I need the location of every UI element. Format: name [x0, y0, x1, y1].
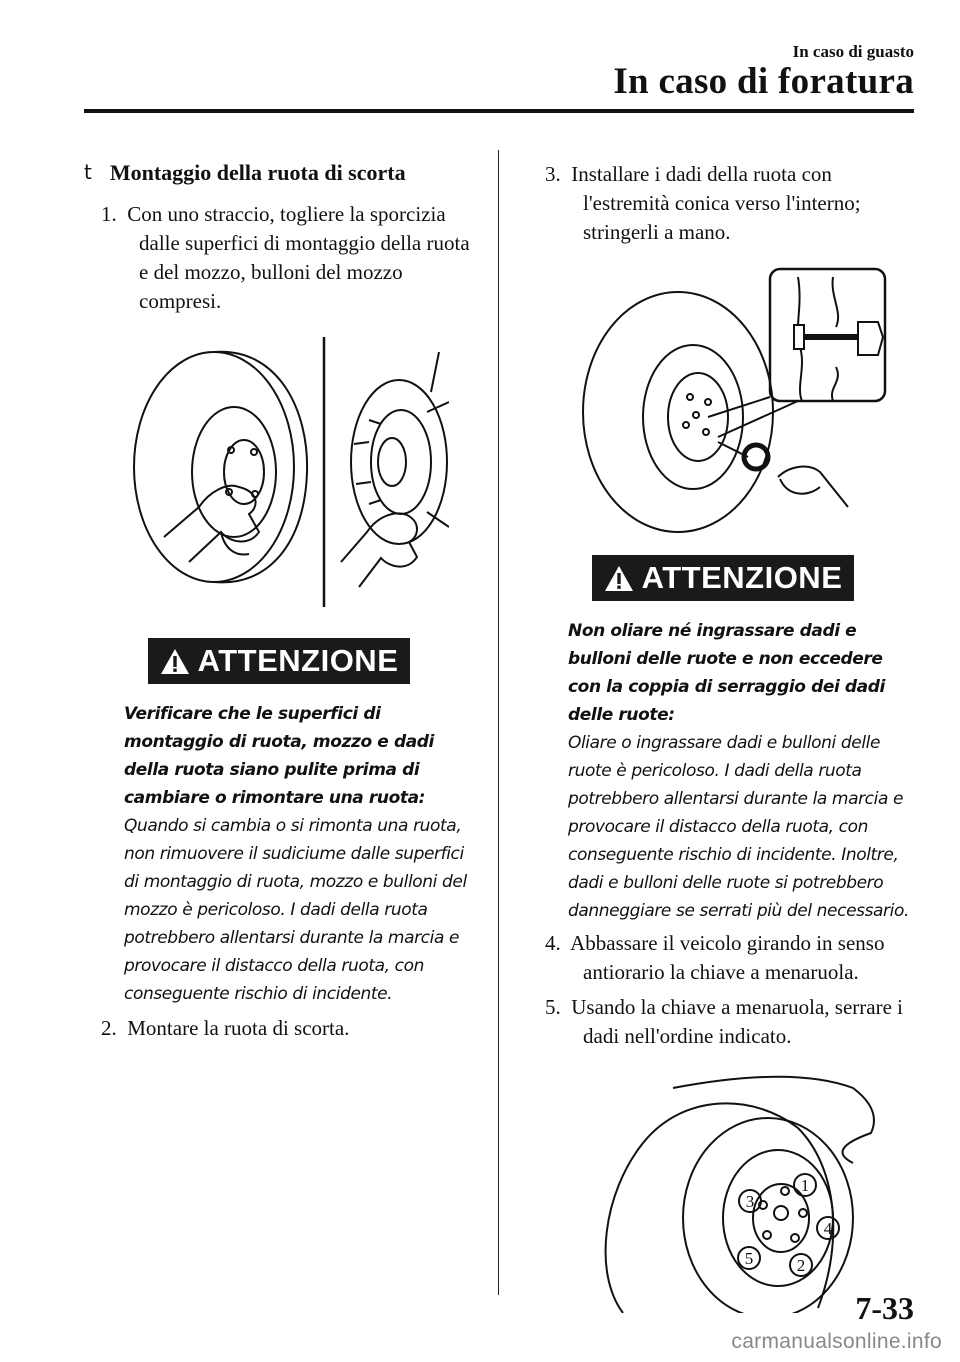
warning-body-text: Oliare o ingrassare dadi e bulloni delle ruote è pericoloso. I dadi della ruota potrebbero allentarsi durante la marcia e provocare il distacco della ruota, con conseguente rischio di incidente. Inoltre, dadi e bulloni delle ruote si potrebbero danneggiare se serrati più del necessario.	[568, 733, 909, 921]
step-number: 2.	[101, 1016, 117, 1040]
nut-order-4: 4	[823, 1219, 833, 1238]
cleaning-illustration	[109, 332, 449, 612]
step-text: Abbassare il veicolo girando in senso antiorario la chiave a menaruola.	[570, 931, 885, 984]
nut-order-2: 2	[796, 1256, 806, 1275]
warning-body-text: Quando si cambia o si rimonta una ruota, non rimuovere il sudiciume dalle superfici di montaggio di ruota, mozzo e bulloni del mozzo è pericoloso. I dadi della ruota potrebbero allentarsi durante la marcia e provocare il distacco della ruota, con conseguente rischio di incidente.	[124, 816, 467, 1004]
brake-disc	[351, 380, 447, 544]
column-divider	[498, 150, 499, 1295]
section-title-text: Montaggio della ruota di scorta	[109, 160, 406, 185]
section-bullet: t	[84, 160, 92, 184]
step-text: Montare la ruota di scorta.	[127, 1016, 350, 1040]
warning-bold-text: Non oliare né ingrassare dadi e bulloni delle ruote e non eccedere con la coppia di serraggio dei dadi delle ruote:	[568, 621, 885, 725]
warning-text	[528, 617, 918, 925]
lug-nut-detail	[858, 322, 883, 355]
hand-with-cloth-left	[164, 486, 259, 562]
wheel-diagram	[683, 1118, 853, 1313]
warning-triangle-icon	[604, 565, 634, 592]
right-column	[528, 160, 918, 1313]
tightening-order-diagram	[553, 1073, 893, 1313]
left-column	[84, 160, 474, 1049]
step-1	[84, 200, 474, 316]
step-3	[528, 160, 918, 247]
chapter-header: In caso di guasto	[792, 42, 914, 61]
step-text: Installare i dadi della ruota con l'estremità conica verso l'interno; stringerli a mano.	[571, 162, 861, 244]
section-title	[84, 160, 474, 186]
nut-install-illustration	[558, 267, 888, 537]
step-text: Con uno straccio, togliere la sporcizia dalle superfici di montaggio della ruota e del mozzo, bulloni del mozzo compresi.	[127, 202, 470, 313]
nut-order-5: 5	[744, 1249, 754, 1268]
step-text: Usando la chiave a menaruola, serrare i dadi nell'ordine indicato.	[571, 995, 904, 1048]
section-header: In caso di foratura	[613, 61, 914, 102]
page-number: 7-33	[855, 1290, 914, 1326]
warning-badge	[592, 555, 855, 601]
nut-order-3: 3	[745, 1192, 755, 1211]
step-number: 3.	[545, 162, 561, 186]
warning-bold-text: Verificare che le superfici di montaggio di ruota, mozzo e dadi della ruota siano pulite prima di cambiare o rimontare una ruota:	[124, 704, 434, 808]
step-number: 1.	[101, 202, 117, 226]
hand-with-cloth-right	[341, 513, 417, 587]
warning-badge	[148, 638, 411, 684]
warning-text	[84, 700, 474, 1008]
warning-label: ATTENZIONE	[197, 643, 399, 678]
header-rule	[84, 109, 914, 113]
step-4	[528, 929, 918, 987]
warning-label: ATTENZIONE	[641, 560, 843, 595]
step-5	[528, 993, 918, 1051]
step-number: 5.	[545, 995, 561, 1019]
watermark: carmanualsonline.info	[731, 1330, 942, 1353]
spare-tire	[134, 352, 294, 582]
step-2	[84, 1014, 474, 1043]
wheel-tire	[583, 292, 773, 532]
step-number: 4.	[545, 931, 561, 955]
warning-triangle-icon	[160, 648, 190, 675]
nut-order-1: 1	[800, 1176, 810, 1195]
